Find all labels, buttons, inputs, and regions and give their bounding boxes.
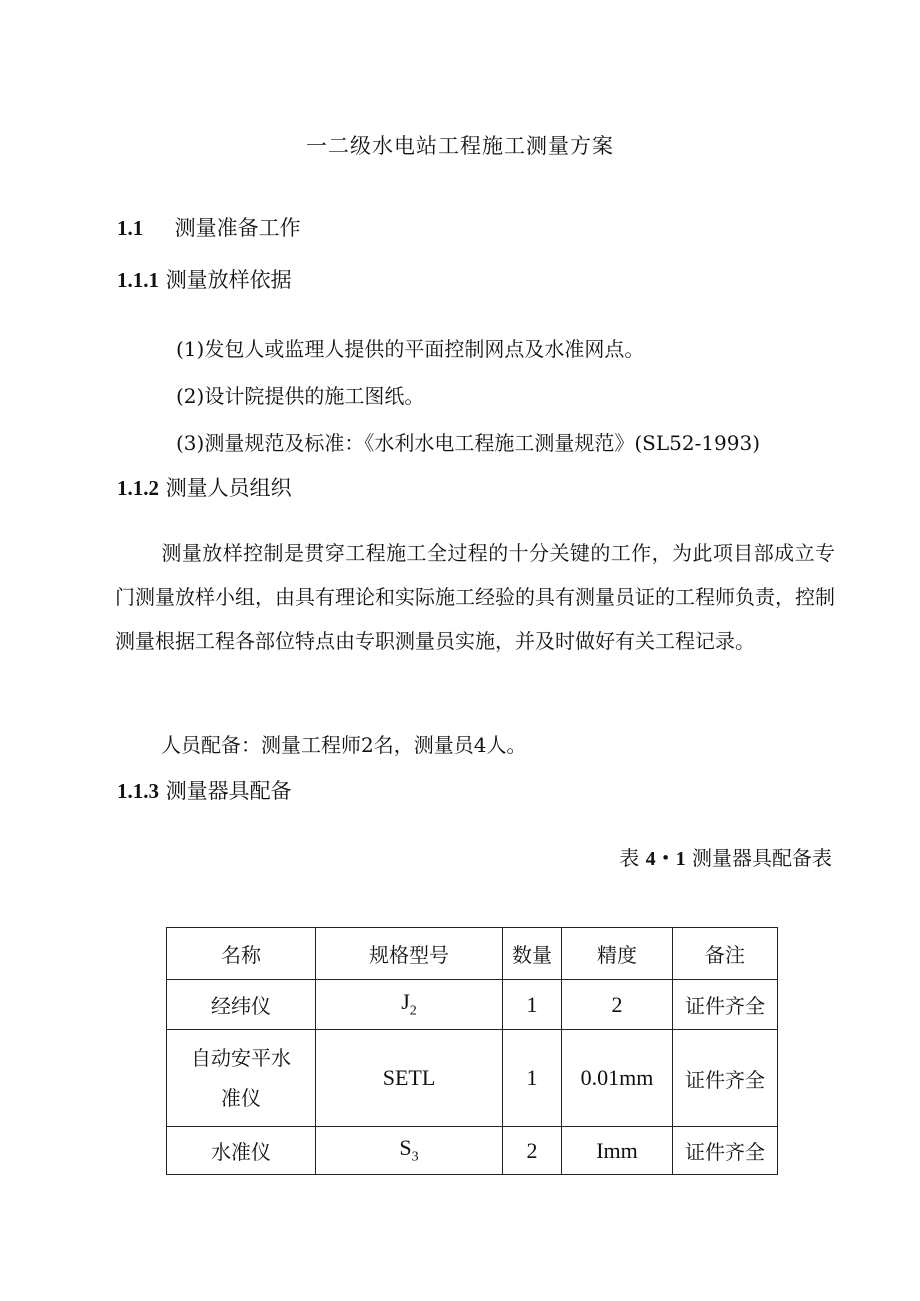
cell-qty: 2 — [503, 1127, 562, 1175]
cell-model: SETL — [316, 1030, 503, 1127]
cell-model: $S_3$ — [316, 1127, 503, 1175]
header-precision: 精度 — [562, 928, 673, 980]
section-title: 测量准备工作 — [174, 216, 301, 240]
table-caption-title: 测量器具配备表 — [692, 846, 832, 870]
staff-paragraph-text: 人员配备：测量工程师2名，测量员4人。 — [161, 733, 527, 757]
section-title: 测量器具配备 — [165, 779, 292, 803]
cell-qty: 1 — [503, 1030, 562, 1127]
table-caption-number: 4・1 — [645, 848, 686, 870]
equipment-table — [166, 927, 778, 1175]
header-name: 名称 — [167, 928, 316, 980]
cell-qty: 1 — [503, 980, 562, 1030]
cell-note: 证件齐全 — [673, 980, 778, 1030]
cell-name: 经纬仪 — [167, 980, 316, 1030]
section-number: 1.1 — [117, 216, 144, 240]
basis-item-1: (1)发包人或监理人提供的平面控制网点及水准网点。 — [176, 337, 645, 361]
cell-precision: 0.01mm — [562, 1030, 673, 1127]
header-note: 备注 — [673, 928, 778, 980]
table-header-row — [167, 928, 778, 980]
section-number: 1.1.1 — [117, 268, 159, 292]
table-caption — [619, 842, 832, 871]
section-heading-1-1 — [117, 212, 301, 242]
table-caption-prefix: 表 — [619, 846, 640, 870]
section-heading-1-1-3 — [117, 775, 292, 805]
table-row — [167, 980, 778, 1030]
header-qty: 数量 — [503, 928, 562, 980]
section-number: 1.1.3 — [117, 779, 159, 803]
section-title: 测量放样依据 — [165, 268, 292, 292]
table-row — [167, 1030, 778, 1127]
section-heading-1-1-1 — [117, 264, 292, 294]
cell-name: 水准仪 — [167, 1127, 316, 1175]
header-model: 规格型号 — [316, 928, 503, 980]
staff-paragraph — [115, 723, 835, 767]
section-title: 测量人员组织 — [165, 476, 292, 500]
document-title: 一二级水电站工程施工测量方案 — [306, 134, 614, 158]
basis-item-2: (2)设计院提供的施工图纸。 — [176, 384, 425, 408]
section-heading-1-1-2 — [117, 472, 292, 502]
cell-model: $J_2$ — [316, 980, 503, 1030]
org-paragraph — [115, 531, 835, 663]
basis-item-3: (3)测量规范及标准：《水利水电工程施工测量规范》(SL52-1993) — [176, 431, 761, 455]
section-number: 1.1.2 — [117, 476, 159, 500]
cell-precision: Imm — [562, 1127, 673, 1175]
cell-note: 证件齐全 — [673, 1030, 778, 1127]
cell-name: 自动安平水准仪 — [167, 1030, 316, 1127]
table-row — [167, 1127, 778, 1175]
org-paragraph-text: 测量放样控制是贯穿工程施工全过程的十分关键的工作，为此项目部成立专门测量放样小组，由具有理论和实际施工经验的具有测量员证的工程师负责，控制测量根据工程各部位特点由专职测量员实施，并及时做好有关工程记录。 — [115, 541, 835, 653]
cell-precision: 2 — [562, 980, 673, 1030]
cell-note: 证件齐全 — [673, 1127, 778, 1175]
